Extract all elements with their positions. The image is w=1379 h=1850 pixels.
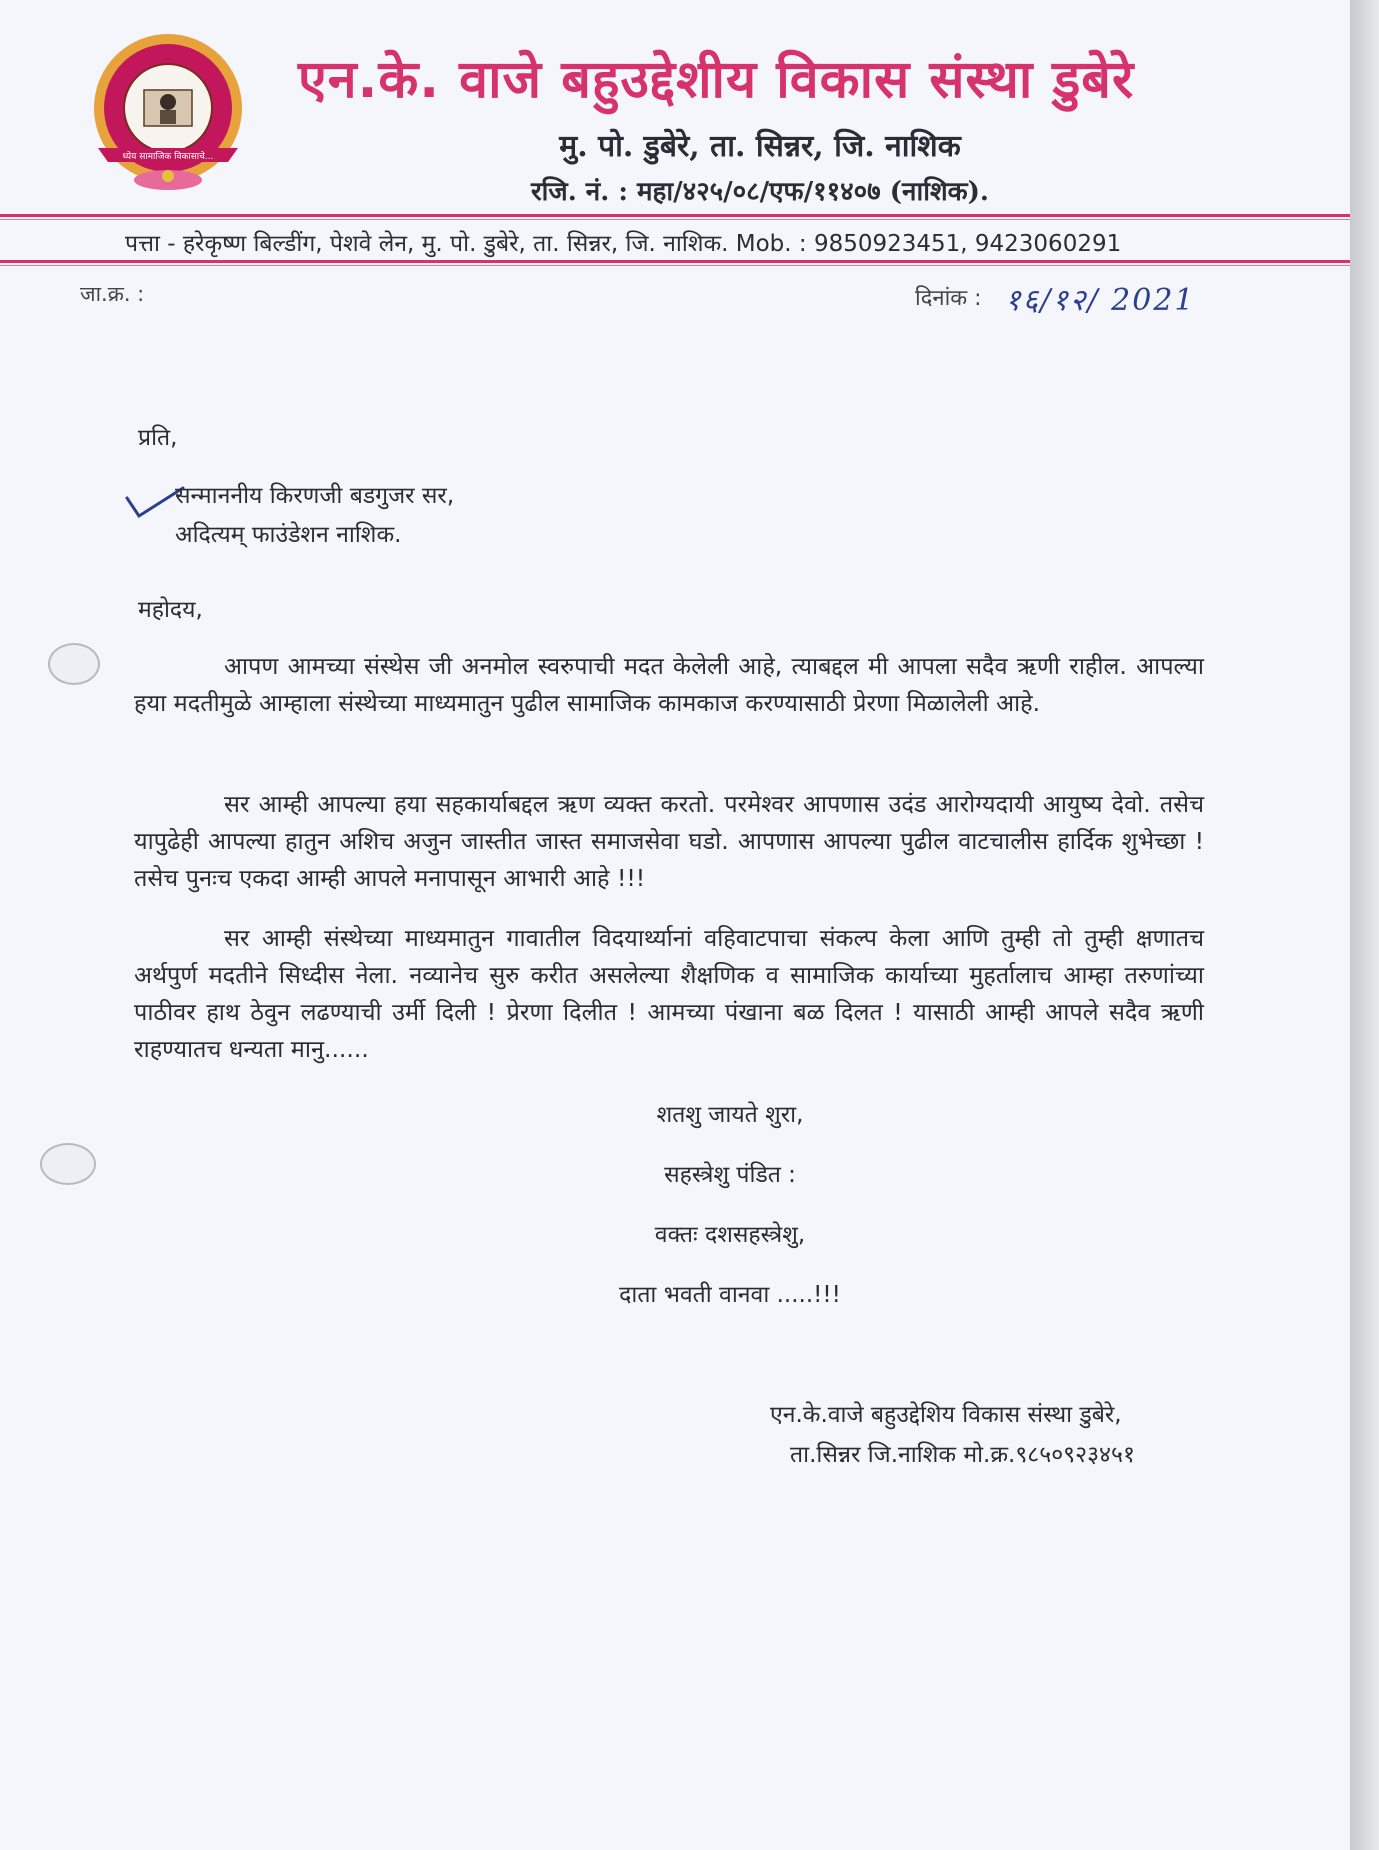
header-rule-bottom-thin bbox=[0, 265, 1350, 266]
signature-organization: एन.के.वाजे बहुउद्देशिय विकास संस्था डुबेरे, bbox=[770, 1402, 1122, 1428]
handwritten-date: १६/१२/ 2021 bbox=[1005, 283, 1196, 318]
recipient-name: सन्माननीय किरणजी बडगुजर सर, bbox=[175, 483, 455, 509]
body-paragraph-3: सर आम्ही संस्थेच्या माध्यमातुन गावातील विदयार्थ्यानां वहिवाटपाचा संकल्प केला आणि तुम्ही तो तुम्ही क्षणातच अर्थपुर्ण मदतीने सिध्दीस नेला. नव्यानेच सुरु करीत असलेल्या शैक्षणिक व सामाजिक कार्याच्या मुहर्तालाच आम्हा तरुणांच्या पाठीवर हाथ ठेवुन लढण्याची उर्मी दिली ! प्रेरणा दिलीत ! आमच्या पंखाना बळ दिलत ! यासाठी आम्ही आपले सदैव ऋणी राहण्यातच धन्यता मानु...... bbox=[134, 924, 1204, 1063]
date-label: दिनांक : bbox=[915, 286, 982, 311]
verse-line-4: दाता भवती वानवा .....!!! bbox=[619, 1282, 841, 1308]
header-rule-bottom bbox=[0, 260, 1350, 263]
org-title: एन.के. वाजे बहुउद्देशीय विकास संस्था डुबेरे bbox=[298, 50, 1135, 110]
reference-number-label: जा.क्र. : bbox=[80, 282, 145, 306]
org-address: मु. पो. डुबेरे, ता. सिन्नर, जि. नाशिक bbox=[559, 129, 961, 164]
verse-line-2: सहस्त्रेशु पंडित : bbox=[664, 1162, 796, 1188]
salutation: महोदय, bbox=[138, 597, 203, 623]
punch-hole bbox=[48, 643, 100, 685]
header-rule-top-thin bbox=[0, 219, 1350, 220]
verse-line-3: वक्तः दशसहस्त्रेशु, bbox=[654, 1222, 806, 1248]
punch-hole bbox=[40, 1143, 96, 1185]
body-paragraph-2: सर आम्ही आपल्या हया सहकार्याबद्दल ऋण व्यक्त करतो. परमेश्वर आपणास उदंड आरोग्यदायी आयुष्य देवो. तसेच यापुढेही आपल्या हातुन अशिच अजुन जास्तीत जास्त समाजसेवा घडो. आपणास आपल्या पुढील वाटचालीस हार्दिक शुभेच्छा ! तसेच पुनःच एकदा आम्ही आपले मनापासून आभारी आहे !!! bbox=[134, 790, 1204, 892]
to-label: प्रति, bbox=[138, 425, 178, 451]
body-paragraph-1: आपण आमच्या संस्थेस जी अनमोल स्वरुपाची मदत केलेली आहे, त्याबद्दल मी आपला सदैव ऋणी राहील. आपल्या हया मदतीमुळे आम्हाला संस्थेच्या माध्यमातुन पुढील सामाजिक कामकाज करण्यासाठी प्रेरणा मिळालेली आहे. bbox=[134, 652, 1204, 717]
svg-text:ध्येय सामाजिक विकासाचे...: ध्येय सामाजिक विकासाचे... bbox=[122, 152, 214, 162]
contact-line: पत्ता - हरेकृष्ण बिल्डींग, पेशवे लेन, मु. पो. डुबेरे, ता. सिन्नर, जि. नाशिक. Mob. : 9850923451, 9423060291 bbox=[125, 231, 1122, 257]
recipient-organization: अदित्यम् फाउंडेशन नाशिक. bbox=[175, 522, 402, 548]
verse-line-1: शतशु जायते शुरा, bbox=[656, 1102, 804, 1128]
signature-address: ता.सिन्नर जि.नाशिक मो.क्र.९८५०९२३४५१ bbox=[790, 1442, 1135, 1468]
header-rule-top bbox=[0, 214, 1350, 217]
page-edge bbox=[1350, 0, 1379, 1850]
registration-number: रजि. नं. : महा/४२५/०८/एफ/११४०७ (नाशिक). bbox=[531, 177, 989, 207]
